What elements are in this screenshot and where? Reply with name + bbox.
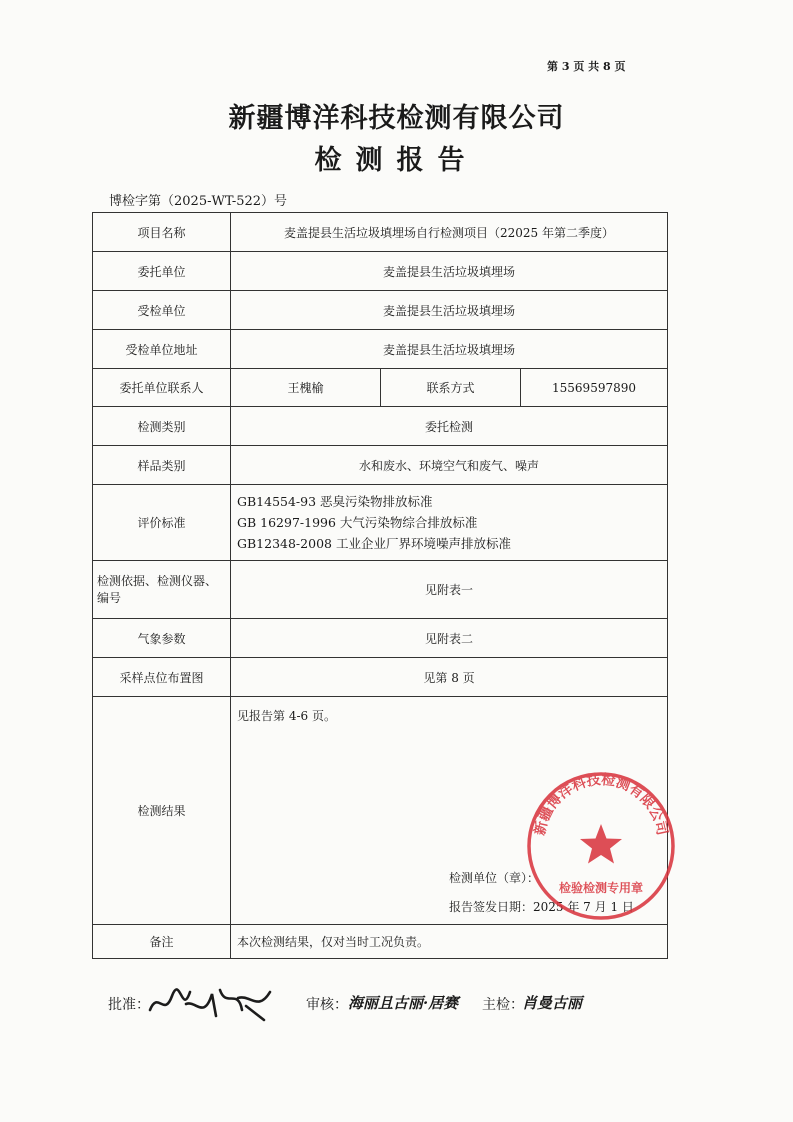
issue-date-label: 报告签发日期：: [449, 900, 534, 914]
client-label: 委托单位: [93, 252, 231, 291]
remarks-value: 本次检测结果，仅对当时工况负责。: [231, 925, 668, 959]
results-value: 见报告第 4-6 页。: [237, 709, 336, 723]
test-type-label: 检测类别: [93, 407, 231, 446]
basis-value: 见附表一: [231, 561, 668, 619]
row-remarks: [93, 925, 668, 959]
standard-item: GB12348-2008 工业企业厂界环境噪声排放标准: [237, 536, 511, 551]
weather-value: 见附表二: [231, 619, 668, 658]
test-type-value: 委托检测: [231, 407, 668, 446]
signature-row: [108, 988, 668, 1028]
standard-item: GB 16297-1996 大气污染物综合排放标准: [237, 515, 478, 530]
row-inspected-unit: [93, 291, 668, 330]
approve-signature: [146, 980, 276, 1026]
seal-subtext: 检验检测专用章: [558, 881, 644, 895]
issue-date-value: 2025 年 7 月 1 日: [533, 900, 634, 914]
review-signature: 海丽且古丽·居赛: [348, 994, 459, 1012]
row-client: [93, 252, 668, 291]
project-name-value: 麦盖提县生活垃圾填埋场自行检测项目（22025 年第二季度）: [231, 213, 668, 252]
weather-label: 气象参数: [93, 619, 231, 658]
project-name-label: 项目名称: [93, 213, 231, 252]
client-value: 麦盖提县生活垃圾填埋场: [231, 252, 668, 291]
basis-label: 检测依据、检测仪器、编号: [93, 561, 231, 619]
report-number: 博检字第（2025-WT-522）号: [109, 194, 288, 209]
standards-list: [231, 485, 668, 561]
row-project-name: [93, 213, 668, 252]
contact-method-label: 联系方式: [381, 369, 521, 407]
row-contact: [93, 369, 668, 407]
page-indicator: 第 3 页 共 8 页: [547, 60, 626, 73]
row-standards: [93, 485, 668, 561]
row-layout: [93, 658, 668, 697]
seal-star-icon: [580, 824, 622, 864]
layout-label: 采样点位布置图: [93, 658, 231, 697]
row-inspected-address: [93, 330, 668, 369]
inspected-unit-value: 麦盖提县生活垃圾填埋场: [231, 291, 668, 330]
contact-value: 王槐榆: [231, 369, 381, 407]
official-seal: [525, 770, 677, 922]
inspected-unit-label: 受检单位: [93, 291, 231, 330]
review-label: 审核：: [306, 997, 348, 1013]
standards-label: 评价标准: [93, 485, 231, 561]
sample-type-label: 样品类别: [93, 446, 231, 485]
contact-label: 委托单位联系人: [93, 369, 231, 407]
inspect-label: 主检：: [482, 997, 524, 1013]
row-sample-type: [93, 446, 668, 485]
row-basis: [93, 561, 668, 619]
results-label: 检测结果: [93, 697, 231, 925]
inspected-address-label: 受检单位地址: [93, 330, 231, 369]
row-test-type: [93, 407, 668, 446]
company-name: 新疆博洋科技检测有限公司: [228, 103, 565, 134]
standard-item: GB14554-93 恶臭污染物排放标准: [237, 494, 433, 509]
remarks-label: 备注: [93, 925, 231, 959]
inspected-address-value: 麦盖提县生活垃圾填埋场: [231, 330, 668, 369]
sample-type-value: 水和废水、环境空气和废气、噪声: [231, 446, 668, 485]
inspect-signature: 肖曼古丽: [522, 994, 583, 1012]
approve-label: 批准：: [108, 997, 150, 1013]
layout-value: 见第 8 页: [231, 658, 668, 697]
seal-arc-textpath: 新疆博洋科技检测有限公司: [532, 772, 670, 837]
contact-method-value: 15569597890: [521, 369, 668, 407]
document-title: 检测报告: [314, 145, 479, 176]
testing-unit-label: 检测单位（章）：: [449, 871, 540, 885]
row-weather: [93, 619, 668, 658]
